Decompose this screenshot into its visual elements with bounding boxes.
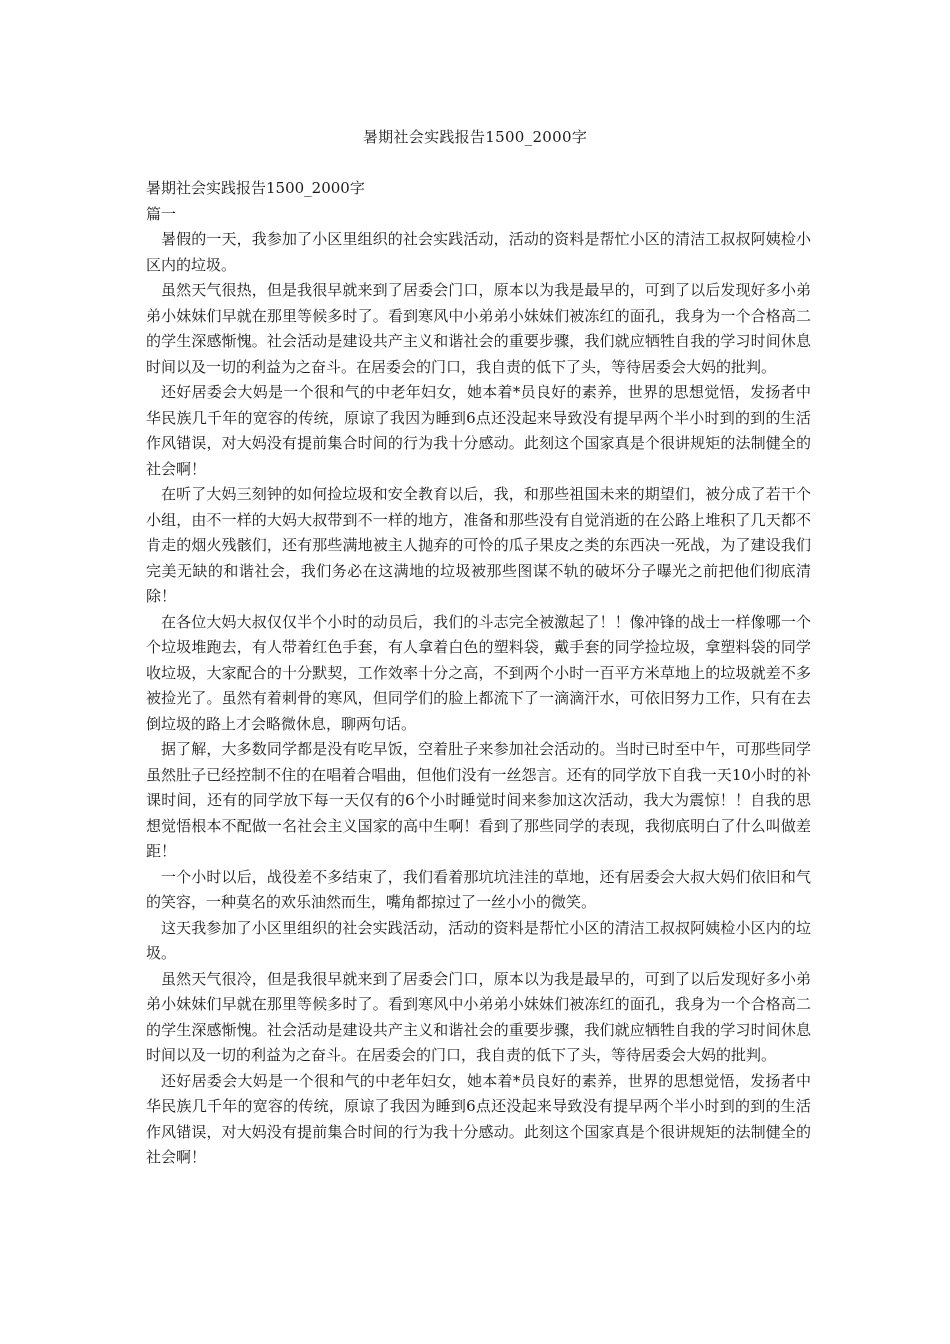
paragraph: 虽然天气很热，但是我很早就来到了居委会门口，原本以为我是最早的，可到了以后发现好多小弟弟小妹妹们早就在那里等候多时了。看到寒风中小弟弟小妹妹们被冻红的面孔，我身为一个合格高二的学生深感惭愧。社会活动是建设共产主义和谐社会的重要步骤，我们就应牺牲自我的学习时间休息时间以及一切的利益为之奋斗。在居委会的门口，我自责的低下了头，等待居委会大妈的批判。: [146, 281, 811, 376]
paragraph: 暑假的一天，我参加了小区里组织的社会实践活动，活动的资料是帮忙小区的清洁工叔叔阿姨检小区内的垃圾。: [146, 230, 811, 274]
paragraph: 在听了大妈三刻钟的如何捡垃圾和安全教育以后，我，和那些祖国未来的期望们，被分成了若干个小组，由不一样的大妈大叔带到不一样的地方，准备和那些没有自觉消逝的在公路上堆积了几天都不肯走的烟火残骸们，还有那些满地被主人抛弃的可怜的瓜子果皮之类的东西决一死战，为了建设我们完美无缺的和谐社会，我们务必在这满地的垃圾被那些图谋不轨的破坏分子曝光之前把他们彻底清除！: [146, 485, 811, 605]
document-subtitle: 暑期社会实践报告1500_2000字: [146, 179, 365, 197]
document-title: 暑期社会实践报告1500_2000字: [362, 128, 588, 146]
paragraph: 这天我参加了小区里组织的社会实践活动，活动的资料是帮忙小区的清洁工叔叔阿姨检小区内的垃圾。: [146, 918, 811, 962]
paragraph: 一个小时以后，战役差不多结束了，我们看着那坑坑洼洼的草地，还有居委会大叔大妈们依旧和气的笑容，一种莫名的欢乐油然而生，嘴角都掠过了一丝小小的微笑。: [146, 867, 811, 911]
paragraph: 据了解，大多数同学都是没有吃早饭，空着肚子来参加社会活动的。当时已时至中午，可那些同学虽然肚子已经控制不住的在唱着合唱曲，但他们没有一丝怨言。还有的同学放下自我一天10小时的补课时间，还有的同学放下每一天仅有的6个小时睡觉时间来参加这次活动，我大为震惊！！自我的思想觉悟根本不配做一名社会主义国家的高中生啊！看到了那些同学的表现，我彻底明白了什么叫做差距！: [146, 740, 811, 860]
document-body: [146, 176, 811, 1171]
paragraph: 还好居委会大妈是一个很和气的中老年妇女，她本着*员良好的素养，世界的思想觉悟，发扬者中华民族几千年的宽容的传统，原谅了我因为睡到6点还没起来导致没有提早两个半小时到的到的生活作风错误，对大妈没有提前集合时间的行为我十分感动。此刻这个国家真是个很讲规矩的法制健全的社会啊！: [146, 1071, 811, 1166]
paragraph: 还好居委会大妈是一个很和气的中老年妇女，她本着*员良好的素养，世界的思想觉悟，发扬者中华民族几千年的宽容的传统，原谅了我因为睡到6点还没起来导致没有提早两个半小时到的到的生活作风错误，对大妈没有提前集合时间的行为我十分感动。此刻这个国家真是个很讲规矩的法制健全的社会啊！: [146, 383, 811, 478]
paragraph: 虽然天气很冷，但是我很早就来到了居委会门口，原本以为我是最早的，可到了以后发现好多小弟弟小妹妹们早就在那里等候多时了。看到寒风中小弟弟小妹妹们被冻红的面孔，我身为一个合格高二的学生深感惭愧。社会活动是建设共产主义和谐社会的重要步骤，我们就应牺牲自我的学习时间休息时间以及一切的利益为之奋斗。在居委会的门口，我自责的低下了头，等待居委会大妈的批判。: [146, 969, 811, 1064]
paragraph: 在各位大妈大叔仅仅半个小时的动员后，我们的斗志完全被激起了！！像冲锋的战士一样像哪一个个垃圾堆跑去，有人带着红色手套，有人拿着白色的塑料袋，戴手套的同学捡垃圾，拿塑料袋的同学收垃圾，大家配合的十分默契，工作效率十分之高，不到两个小时一百平方米草地上的垃圾就差不多被捡光了。虽然有着刺骨的寒风，但同学们的脸上都流下了一滴滴汗水，可依旧努力工作，只有在去倒垃圾的路上才会略微休息，聊两句话。: [146, 612, 811, 733]
section-heading: 篇一: [146, 204, 177, 223]
